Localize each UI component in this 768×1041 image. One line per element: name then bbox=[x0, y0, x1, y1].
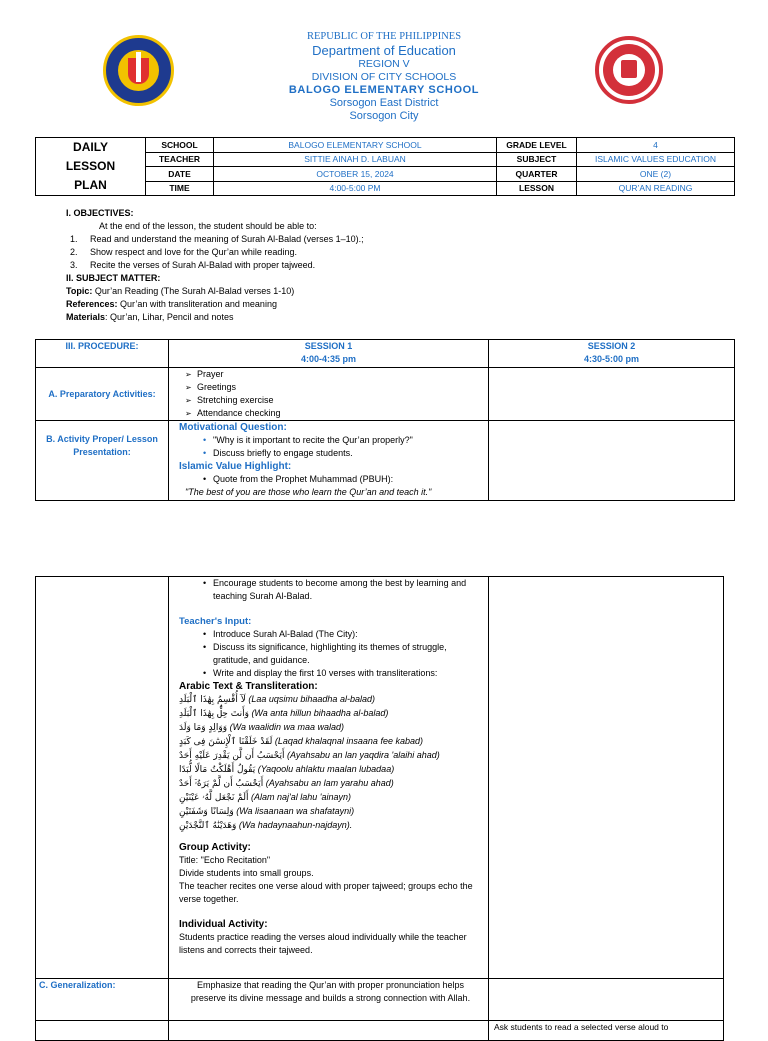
arabic-verse: وَوَالِدٍ وَمَا وَلَدَ bbox=[179, 723, 228, 733]
lesson-info-table bbox=[35, 137, 735, 196]
procedure-heading: III. PROCEDURE: bbox=[36, 340, 169, 368]
topic-line bbox=[66, 285, 746, 298]
value-heading: Islamic Value Highlight: bbox=[179, 461, 292, 472]
continued-session2-cell bbox=[489, 577, 724, 979]
table-row bbox=[36, 368, 735, 421]
motivational-list bbox=[179, 434, 482, 460]
topic-value: Qur’an Reading (The Surah Al-Balad verses 1-10) bbox=[92, 286, 295, 296]
verse-transliteration: (Yaqoolu ahlaktu maalan lubadaa) bbox=[257, 764, 395, 774]
verse-transliteration: (Wa hadaynaahun-najdayn). bbox=[238, 820, 353, 830]
objective-item: 1. Read and understand the meaning of Surah Al-Balad (verses 1–10).; bbox=[70, 234, 364, 244]
activity-cell bbox=[169, 421, 489, 501]
materials-value: : Qur’an, Lihar, Pencil and notes bbox=[105, 312, 234, 322]
motivational-heading: Motivational Question: bbox=[179, 422, 287, 433]
list-item: • Encourage students to become among the best by learning and teaching Surah Al-Balad. bbox=[179, 577, 482, 603]
table-row bbox=[36, 340, 735, 368]
session2-header bbox=[489, 340, 735, 368]
verse-transliteration: (Ayahsabu an lam yarahu ahad) bbox=[265, 778, 394, 788]
continued-label-cell bbox=[36, 577, 169, 979]
info-value: 4 bbox=[577, 138, 735, 153]
generalization-text: Emphasize that reading the Qur’an with proper pronunciation helps preserve its divine message and builds a strong connection with Allah. bbox=[169, 979, 489, 1021]
verse-list bbox=[179, 693, 482, 833]
verse-transliteration: (Wa anta hillun bihaadha al-balad) bbox=[251, 708, 389, 718]
verse-transliteration: (Alam naj'al lahu 'ainayn) bbox=[251, 792, 351, 802]
verse-transliteration: (Wa lisaanaan wa shafatayni) bbox=[236, 806, 355, 816]
arabic-verse: وَلِسَانًا وَشَفَتَيْنِ bbox=[179, 807, 234, 817]
arabic-verse: لَآ أُقْسِمُ بِهَٰذَا ٱلْبَلَدِ bbox=[179, 695, 246, 705]
value-list bbox=[179, 473, 482, 486]
references-line bbox=[66, 298, 746, 311]
dlp-title-line: LESSON bbox=[65, 159, 116, 173]
info-value: 4:00-5:00 PM bbox=[214, 181, 497, 196]
table-row bbox=[36, 577, 724, 979]
prep-list bbox=[179, 368, 482, 420]
individual-text: Students practice reading the verses aloud individually while the teacher listens and corrects their tajweed. bbox=[179, 932, 467, 955]
arabic-verse: يَقُولُ أَهْلَكْتُ مَالًا لُّبَدًا bbox=[179, 765, 256, 775]
objective-text: Read and understand the meaning of Surah Al-Balad (verses 1–10).; bbox=[90, 234, 364, 244]
document-header bbox=[0, 30, 768, 123]
session2-title: SESSION 2 bbox=[587, 341, 636, 351]
info-key: TIME bbox=[146, 181, 214, 196]
info-key: GRADE LEVEL bbox=[497, 138, 577, 153]
arabic-verse: وَهَدَيْنَٰهُ ٱلنَّجْدَيْنِ bbox=[179, 821, 237, 831]
verse-line bbox=[179, 707, 482, 721]
verse-transliteration: (Laqad khalaqnal insaana fee kabad) bbox=[274, 736, 423, 746]
list-item: • Discuss its significance, highlighting its themes of struggle, gratitude, and guidance. bbox=[179, 641, 482, 667]
individual-activity-heading: Individual Activity: bbox=[179, 919, 268, 930]
prep-cell bbox=[169, 368, 489, 421]
verse-transliteration: (Wa waalidin wa maa walad) bbox=[229, 722, 345, 732]
list-item: • Write and display the first 10 verses with transliterations: bbox=[179, 667, 482, 680]
objectives-section bbox=[66, 207, 746, 324]
procedure-table-continued bbox=[35, 576, 724, 1041]
arabic-verse: لَقَدْ خَلَقْنَا ٱلْإِنسَٰنَ فِى كَبَدٍ bbox=[179, 737, 273, 747]
generalization-session2-cell bbox=[489, 979, 724, 1021]
info-value: ISLAMIC VALUES EDUCATION bbox=[577, 152, 735, 167]
list-item: • Introduce Surah Al-Balad (The City): bbox=[179, 628, 482, 641]
republic-line: REPUBLIC OF THE PHILIPPINES bbox=[306, 31, 462, 42]
table-row bbox=[36, 421, 735, 501]
verse-line bbox=[179, 721, 482, 735]
list-item: ➢ Prayer bbox=[179, 368, 482, 381]
arabic-verse: أَيَحْسَبُ أَن لَّن يَقْدِرَ عَلَيْهِ أَحَدٌ bbox=[179, 751, 285, 761]
region-line: REGION V bbox=[358, 58, 410, 70]
continued-content-cell bbox=[169, 577, 489, 979]
session2-time: 4:30-5:00 pm bbox=[583, 354, 640, 364]
table-row bbox=[36, 979, 724, 1021]
materials-label: Materials bbox=[66, 312, 106, 322]
references-label: References: bbox=[66, 299, 118, 309]
info-value: ONE (2) bbox=[577, 167, 735, 182]
verse-transliteration: (Ayahsabu an lan yaqdira 'alaihi ahad) bbox=[287, 750, 440, 760]
info-value: QUR’AN READING bbox=[577, 181, 735, 196]
list-item: ➢ Greetings bbox=[179, 381, 482, 394]
district-line: Sorsogon East District bbox=[329, 97, 439, 109]
encourage-list bbox=[179, 577, 482, 603]
verse-line bbox=[179, 805, 482, 819]
info-key: LESSON bbox=[497, 181, 577, 196]
procedure-table bbox=[35, 339, 735, 501]
group-line: Divide students into small groups. bbox=[179, 868, 314, 878]
info-value: SITTIE AINAH D. LABUAN bbox=[214, 152, 497, 167]
verse-line bbox=[179, 763, 482, 777]
info-value: BALOGO ELEMENTARY SCHOOL bbox=[214, 138, 497, 153]
department-line: Department of Education bbox=[312, 43, 456, 58]
info-key: SUBJECT bbox=[497, 152, 577, 167]
list-item: • Discuss briefly to engage students. bbox=[179, 447, 482, 460]
info-key: SCHOOL bbox=[146, 138, 214, 153]
objective-item: 2. Show respect and love for the Qur’an while reading. bbox=[70, 247, 297, 257]
topic-label: Topic: bbox=[66, 286, 93, 296]
verse-line bbox=[179, 693, 482, 707]
session1-time: 4:00-4:35 pm bbox=[300, 354, 357, 364]
arabic-verse: وَأَنتَ حِلٌّۢ بِهَٰذَا ٱلْبَلَدِ bbox=[179, 709, 249, 719]
division-line: DIVISION OF CITY SCHOOLS bbox=[311, 71, 457, 83]
references-value: Qur’an with transliteration and meaning bbox=[117, 299, 277, 309]
objective-item: 3. Recite the verses of Surah Al-Balad with proper tajweed. bbox=[70, 260, 316, 270]
school-line: BALOGO ELEMENTARY SCHOOL bbox=[288, 84, 480, 96]
table-row bbox=[36, 138, 735, 153]
verse-line bbox=[179, 791, 482, 805]
dlp-title-line: DAILY bbox=[73, 140, 108, 154]
verse-line bbox=[179, 819, 482, 833]
session1-title: SESSION 1 bbox=[304, 341, 353, 351]
teacher-input-list bbox=[179, 628, 482, 680]
group-activity-heading: Group Activity: bbox=[179, 842, 251, 853]
generalization-label: C. Generalization: bbox=[36, 979, 169, 1021]
objective-text: Show respect and love for the Qur’an while reading. bbox=[90, 247, 297, 257]
city-line: Sorsogon City bbox=[349, 110, 419, 122]
objective-text: Recite the verses of Surah Al-Balad with proper tajweed. bbox=[90, 260, 316, 270]
verse-transliteration: (Laa uqsimu bihaadha al-balad) bbox=[248, 694, 375, 704]
info-key: TEACHER bbox=[146, 152, 214, 167]
group-line: Title: "Echo Recitation" bbox=[179, 855, 271, 865]
prep-label: A. Preparatory Activities: bbox=[36, 368, 169, 421]
teacher-input-heading: Teacher's Input: bbox=[179, 616, 252, 627]
activity-label: B. Activity Proper/ Lesson Presentation: bbox=[36, 421, 169, 501]
objectives-intro: At the end of the lesson, the student should be able to: bbox=[99, 221, 317, 231]
info-key: QUARTER bbox=[497, 167, 577, 182]
verse-line bbox=[179, 749, 482, 763]
list-item: • Quote from the Prophet Muhammad (PBUH): bbox=[179, 473, 482, 486]
group-line: The teacher recites one verse aloud with proper tajweed; groups echo the verse together. bbox=[179, 881, 473, 904]
verse-line bbox=[179, 777, 482, 791]
dlp-title-line: PLAN bbox=[74, 178, 107, 192]
list-item: • "Why is it important to recite the Qur’an properly?" bbox=[179, 434, 482, 447]
info-key: DATE bbox=[146, 167, 214, 182]
dlp-title bbox=[36, 138, 146, 196]
subject-matter-heading: II. SUBJECT MATTER: bbox=[66, 273, 161, 283]
arabic-heading: Arabic Text & Transliteration: bbox=[179, 681, 318, 692]
prep-session2-cell bbox=[489, 368, 735, 421]
session1-header bbox=[169, 340, 489, 368]
session2-partial-text: Ask students to read a selected verse aloud to bbox=[489, 1021, 724, 1041]
info-value: OCTOBER 15, 2024 bbox=[214, 167, 497, 182]
objectives-heading: I. OBJECTIVES: bbox=[66, 208, 134, 218]
prophet-quote: "The best of you are those who learn the Qur’an and teach it." bbox=[185, 487, 432, 497]
arabic-verse: أَيَحْسَبُ أَن لَّمْ يَرَهُۥٓ أَحَدٌ bbox=[179, 779, 264, 789]
list-item: ➢ Attendance checking bbox=[179, 407, 482, 420]
materials-line bbox=[66, 311, 746, 324]
arabic-verse: أَلَمْ نَجْعَل لَّهُۥ عَيْنَيْنِ bbox=[179, 793, 249, 803]
list-item: ➢ Stretching exercise bbox=[179, 394, 482, 407]
activity-session2-cell bbox=[489, 421, 735, 501]
verse-line bbox=[179, 735, 482, 749]
